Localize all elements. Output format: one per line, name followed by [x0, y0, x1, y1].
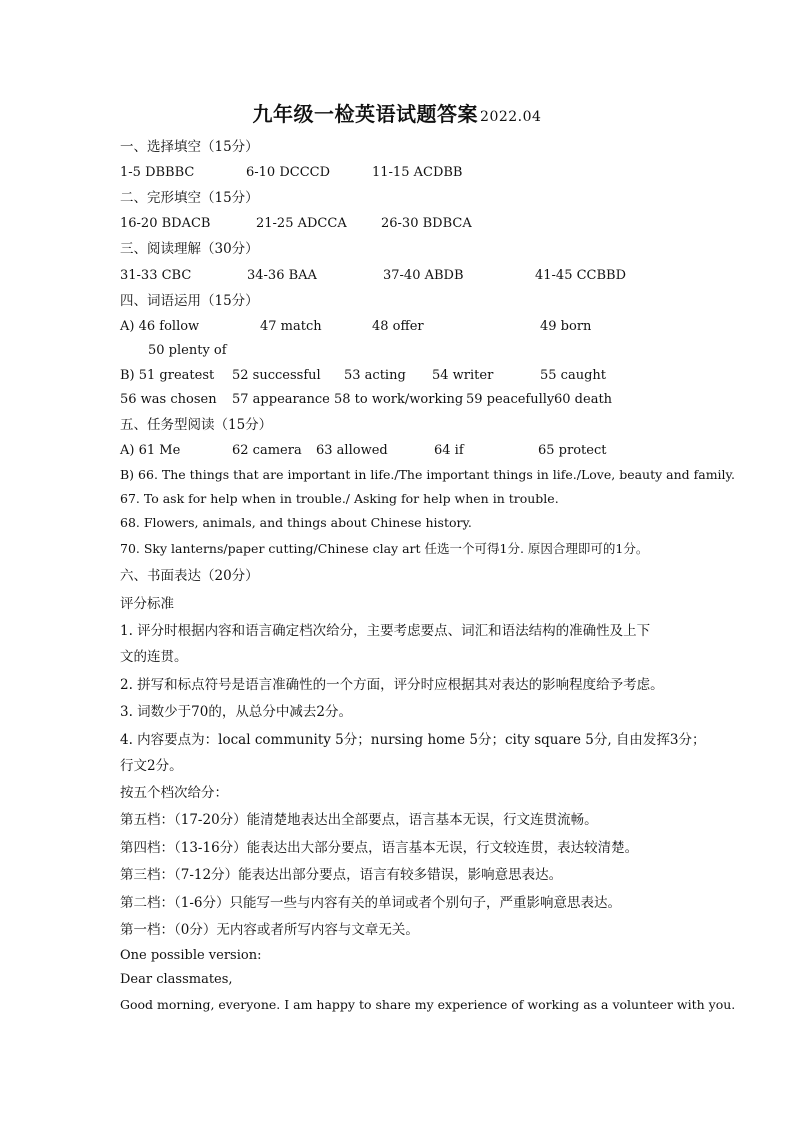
- section-5-part-a: [120, 442, 720, 460]
- criterion-1: 1. 评分时根据内容和语言确定档次给分，主要考虑要点、词汇和语法结构的准确性及上下: [120, 623, 651, 639]
- section-2-answers: [120, 215, 720, 233]
- answer-70: 70. Sky lanterns/paper cutting/Chinese clay art 任选一个可得1分. 原因合理即可的1分。: [120, 541, 649, 556]
- answer-item: 48 offer: [372, 319, 424, 334]
- title-date: 2022.04: [480, 109, 542, 125]
- section-2-heading: 二、完形填空（15分）: [120, 190, 259, 206]
- answer-item: 64 if: [434, 443, 464, 458]
- levels-title: 按五个档次给分：: [120, 785, 228, 801]
- answer-item: 53 acting: [344, 368, 406, 383]
- criterion-4-cont: 行文2分。: [120, 758, 183, 774]
- sample-greeting: Dear classmates,: [120, 972, 233, 987]
- answer-item: 54 writer: [432, 368, 494, 383]
- answer-item: 63 allowed: [316, 443, 388, 458]
- answer-item: 62 camera: [232, 443, 302, 458]
- answer-item: 55 caught: [540, 368, 606, 383]
- sample-version-label: One possible version:: [120, 948, 262, 963]
- sample-body: Good morning, everyone. I am happy to share my experience of working as a volunteer with you.: [120, 997, 736, 1012]
- answer-item: 65 protect: [538, 443, 607, 458]
- answer-item: 47 match: [260, 319, 322, 334]
- answer-group: 26-30 BDBCA: [381, 216, 472, 231]
- level-4: 第四档：（13-16分）能表达出大部分要点，语言基本无误，行文较连贯，表达较清楚。: [120, 840, 639, 856]
- level-5: 第五档：（17-20分）能清楚地表达出全部要点，语言基本无误，行文连贯流畅。: [120, 812, 598, 828]
- answer-item: 57 appearance: [232, 392, 330, 407]
- criterion-3: 3. 词数少于70的，从总分中减去2分。: [120, 704, 352, 720]
- answer-item: B) 51 greatest: [120, 368, 215, 383]
- answer-group: 21-25 ADCCA: [256, 216, 347, 231]
- section-4-part-b-row-1: [120, 367, 720, 385]
- answer-item: 58 to work/working: [334, 392, 464, 407]
- answer-group: 6-10 DCCCD: [246, 165, 331, 180]
- criterion-2: 2. 拼写和标点符号是语言准确性的一个方面，评分时应根据其对表达的影响程度给予考虑。: [120, 677, 664, 693]
- title-main: 九年级一检英语试题答案: [252, 102, 479, 126]
- answer-66: B) 66. The things that are important in life./The important things in life./Love, beauty and family.: [120, 467, 735, 482]
- section-4-part-b-row-2: [120, 391, 720, 409]
- answer-item: A) 46 follow: [120, 319, 200, 334]
- answer-item: 59 peacefully: [466, 392, 555, 407]
- answer-item: 52 successful: [232, 368, 321, 383]
- level-2: 第二档：（1-6分）只能写一些与内容有关的单词或者个别句子，严重影响意思表达。: [120, 895, 621, 911]
- answer-group: 41-45 CCBBD: [535, 268, 627, 283]
- criterion-1-cont: 文的连贯。: [120, 649, 188, 665]
- section-3-heading: 三、阅读理解（30分）: [120, 241, 259, 257]
- answer-68: 68. Flowers, animals, and things about Chinese history.: [120, 515, 472, 530]
- answer-group: 31-33 CBC: [120, 268, 192, 283]
- section-1-answers: [120, 164, 720, 182]
- answer-item: 49 born: [540, 319, 592, 334]
- section-4-part-a-cont: 50 plenty of: [148, 343, 227, 358]
- level-1: 第一档：（0分）无内容或者所写内容与文章无关。: [120, 922, 419, 938]
- answer-group: 16-20 BDACB: [120, 216, 211, 231]
- level-3: 第三档：（7-12分）能表达出部分要点，语言有较多错误，影响意思表达。: [120, 867, 563, 883]
- section-4-part-a: [120, 318, 720, 336]
- answer-item: A) 61 Me: [120, 443, 181, 458]
- answer-67: 67. To ask for help when in trouble./ Asking for help when in trouble.: [120, 491, 559, 506]
- section-4-heading: 四、词语运用（15分）: [120, 293, 259, 309]
- criterion-4: 4. 内容要点为：local community 5分；nursing home 5分；city square 5分, 自由发挥3分；: [120, 732, 706, 748]
- section-3-answers: [120, 267, 720, 285]
- section-1-heading: 一、选择填空（15分）: [120, 139, 259, 155]
- answer-item: 60 death: [554, 392, 613, 407]
- page-title: [0, 98, 794, 127]
- answer-item: 56 was chosen: [120, 392, 217, 407]
- criteria-title: 评分标准: [120, 596, 174, 612]
- answer-group: 11-15 ACDBB: [372, 165, 463, 180]
- answer-group: 1-5 DBBBC: [120, 165, 195, 180]
- answer-group: 37-40 ABDB: [383, 268, 464, 283]
- section-5-heading: 五、任务型阅读（15分）: [120, 417, 273, 433]
- answer-group: 34-36 BAA: [247, 268, 317, 283]
- section-6-heading: 六、书面表达（20分）: [120, 568, 259, 584]
